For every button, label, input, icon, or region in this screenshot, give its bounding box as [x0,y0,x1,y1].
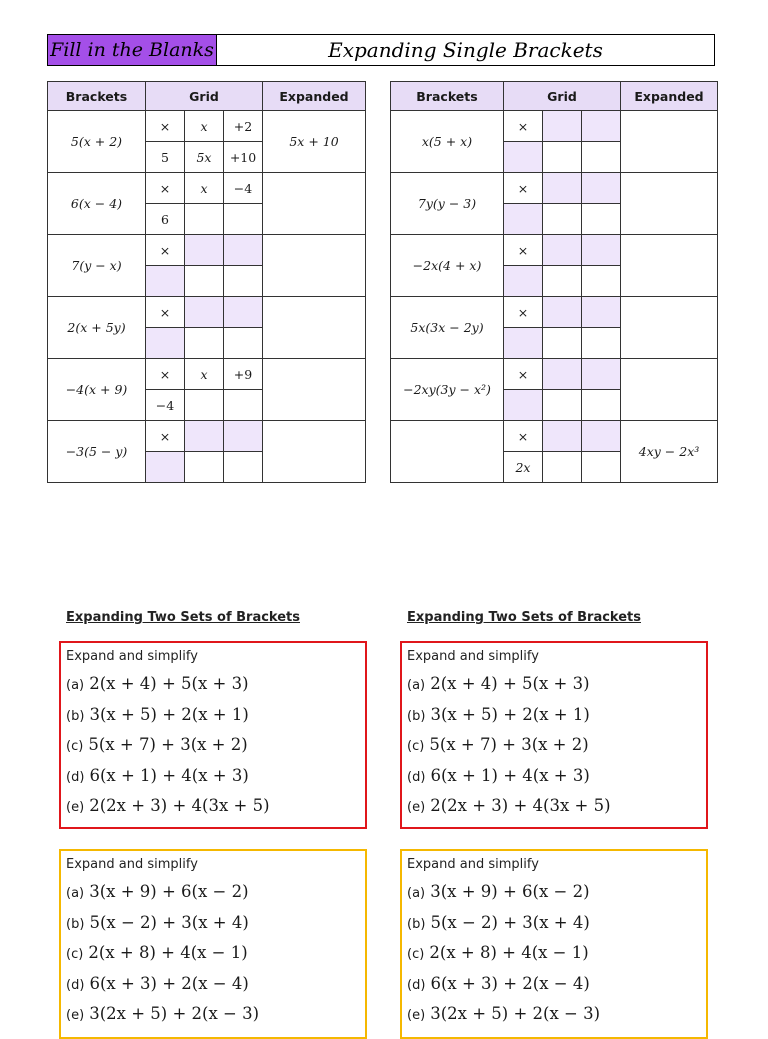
expanded-answer[interactable] [621,297,718,359]
grid-cell[interactable] [582,142,621,173]
bracket-expression: 5(x + 2) [48,111,146,173]
question-label: (e) [407,1008,426,1023]
grid-cell[interactable] [582,111,621,142]
grid-cell[interactable]: x [185,173,224,204]
question-label: (b) [407,708,426,724]
grid-cell[interactable] [185,297,224,328]
grid-cell[interactable]: +9 [224,359,263,390]
bracket-expression: 7y(y − 3) [391,173,504,235]
question-label: (c) [66,947,84,962]
question-expression: 2(2x + 3) + 4(3x + 5) [89,796,270,815]
grid-cell[interactable]: x [185,359,224,390]
question-heading: Expand and simplify [66,857,198,872]
question-item [407,999,706,1030]
table-row [48,111,366,142]
grid-cell[interactable] [146,266,185,297]
question-label: (c) [66,739,84,754]
expanded-answer[interactable] [621,111,718,173]
grid-cell[interactable] [185,328,224,359]
expanded-answer[interactable] [263,421,366,483]
question-expression: 5(x + 7) + 3(x + 2) [88,735,248,754]
grid-cell[interactable] [543,111,582,142]
grid-times-cell: × [146,359,185,390]
bracket-expression: 5x(3x − 2y) [391,297,504,359]
table-row [48,297,366,328]
grid-cell[interactable] [224,297,263,328]
bracket-expression: −2xy(3y − x²) [391,359,504,421]
bracket-expression[interactable] [391,421,504,483]
grid-header: Grid [146,82,263,111]
grid-cell[interactable] [224,328,263,359]
question-label: (b) [407,916,426,932]
question-expression: 3(2x + 5) + 2(x − 3) [430,1004,601,1023]
grid-cell[interactable] [543,173,582,204]
grid-cell[interactable] [582,452,621,483]
question-box-red-left [59,641,367,829]
worksheet-header [47,34,715,66]
grid-cell[interactable] [224,204,263,235]
question-expression: 6(x + 1) + 4(x + 3) [89,765,249,785]
grid-cell[interactable] [543,452,582,483]
question-item [407,761,706,792]
question-expression: 6(x + 1) + 4(x + 3) [430,765,590,785]
question-label: (e) [66,1008,85,1023]
grid-cell[interactable] [185,235,224,266]
question-expression: 2(x + 8) + 4(x − 1) [429,943,589,962]
grid-cell[interactable] [582,235,621,266]
grid-cell[interactable]: −4 [146,390,185,421]
question-item [66,877,365,908]
grid-cell[interactable] [582,204,621,235]
grid-cell[interactable] [504,266,543,297]
question-expression: 3(x + 9) + 6(x − 2) [89,882,249,901]
question-item [66,938,365,969]
grid-cell[interactable] [504,328,543,359]
expanded-header: Expanded [263,82,366,111]
bracket-expression: −3(5 − y) [48,421,146,483]
grid-cell[interactable]: −4 [224,173,263,204]
question-expression: 5(x − 2) + 3(x + 4) [430,912,590,932]
question-expression: 5(x − 2) + 3(x + 4) [89,912,249,932]
grid-times-cell: × [504,297,543,328]
expanded-answer[interactable] [621,359,718,421]
table-row [48,421,366,452]
question-expression: 3(x + 9) + 6(x − 2) [430,882,590,901]
question-item [66,999,365,1030]
question-expression: 2(x + 4) + 5(x + 3) [89,674,249,693]
question-expression: 3(x + 5) + 2(x + 1) [89,704,249,724]
question-label: (b) [66,916,85,932]
question-item [66,669,365,700]
grid-cell[interactable]: +10 [224,142,263,173]
grid-cell[interactable]: 6 [146,204,185,235]
table-row [391,359,718,390]
grid-cell[interactable] [185,390,224,421]
expanded-answer[interactable] [263,235,366,297]
grid-cell[interactable] [224,421,263,452]
question-item [407,969,706,1000]
bracket-expression: −2x(4 + x) [391,235,504,297]
grid-cell[interactable] [146,452,185,483]
brackets-header: Brackets [48,82,146,111]
grid-header: Grid [504,82,621,111]
question-item [407,700,706,731]
question-label: (a) [66,886,85,901]
grid-times-cell: × [146,235,185,266]
grid-cell[interactable] [185,266,224,297]
fill-blanks-title: Fill in the Blanks [48,35,217,65]
question-label: (e) [66,800,85,815]
grid-times-cell: × [146,421,185,452]
bracket-expression: 6(x − 4) [48,173,146,235]
expanded-answer[interactable] [263,359,366,421]
question-label: (c) [407,947,425,962]
expanded-answer[interactable] [263,297,366,359]
grid-cell[interactable]: 5 [146,142,185,173]
bracket-expression: 2(x + 5y) [48,297,146,359]
expanded-answer: 4xy − 2x³ [621,421,718,483]
grid-cell[interactable] [582,297,621,328]
grid-cell[interactable] [543,359,582,390]
grid-cell[interactable] [543,266,582,297]
question-item [407,791,706,822]
grid-times-cell: × [504,359,543,390]
question-box-red-right [400,641,708,829]
bracket-expression: 7(y − x) [48,235,146,297]
grid-cell[interactable] [543,204,582,235]
grid-cell[interactable] [504,204,543,235]
table-row [391,235,718,266]
grid-cell[interactable] [582,421,621,452]
expanded-answer[interactable] [621,173,718,235]
grid-times-cell: × [504,111,543,142]
question-item [407,908,706,939]
question-item [66,969,365,1000]
question-label: (d) [407,977,426,993]
grid-cell[interactable] [224,452,263,483]
grid-cell[interactable] [185,421,224,452]
question-expression: 6(x + 3) + 2(x − 4) [89,973,249,993]
expanded-answer[interactable] [263,173,366,235]
question-item [407,730,706,761]
question-heading: Expand and simplify [66,649,198,664]
question-item [66,761,365,792]
question-expression: 6(x + 3) + 2(x − 4) [430,973,590,993]
worksheet-title: Expanding Single Brackets [328,38,603,62]
section-title-right: Expanding Two Sets of Brackets [407,610,641,625]
question-item [66,700,365,731]
grid-cell[interactable] [185,204,224,235]
question-box-yellow-right [400,849,708,1039]
table-row [391,421,718,452]
table-row [48,173,366,204]
grid-cell[interactable] [543,235,582,266]
grid-cell[interactable] [582,390,621,421]
expanded-header: Expanded [621,82,718,111]
grid-cell[interactable] [543,390,582,421]
expanded-answer[interactable] [621,235,718,297]
grid-times-cell: × [146,173,185,204]
grid-times-cell: × [504,421,543,452]
question-label: (d) [66,977,85,993]
grid-times-cell: × [504,173,543,204]
question-label: (c) [407,739,425,754]
grid-cell[interactable] [543,421,582,452]
grid-cell[interactable] [582,266,621,297]
question-label: (a) [407,678,426,693]
grid-cell[interactable] [543,142,582,173]
bracket-expression: x(5 + x) [391,111,504,173]
grid-cell[interactable] [582,359,621,390]
grid-cell[interactable] [224,266,263,297]
table-row [48,235,366,266]
grid-cell[interactable]: 5x [185,142,224,173]
question-expression: 2(x + 8) + 4(x − 1) [88,943,248,962]
grid-times-cell: × [146,297,185,328]
left-brackets-table [47,81,366,483]
question-item [66,791,365,822]
grid-cell[interactable] [582,173,621,204]
question-item [66,730,365,761]
question-heading: Expand and simplify [407,857,539,872]
grid-cell[interactable] [185,452,224,483]
grid-cell[interactable] [582,328,621,359]
grid-cell[interactable] [543,297,582,328]
question-label: (a) [66,678,85,693]
grid-cell[interactable] [224,235,263,266]
grid-cell: 2x [504,452,543,483]
table-row [391,111,718,142]
question-box-yellow-left [59,849,367,1039]
question-expression: 3(x + 5) + 2(x + 1) [430,704,590,724]
grid-cell[interactable] [146,328,185,359]
grid-cell[interactable] [504,390,543,421]
bracket-expression: −4(x + 9) [48,359,146,421]
question-expression: 2(2x + 3) + 4(3x + 5) [430,796,611,815]
grid-times-cell: × [504,235,543,266]
right-brackets-table [390,81,718,483]
question-label: (d) [66,769,85,785]
table-row [391,173,718,204]
grid-cell[interactable]: x [185,111,224,142]
section-title-left: Expanding Two Sets of Brackets [66,610,300,625]
grid-cell[interactable] [224,390,263,421]
question-expression: 2(x + 4) + 5(x + 3) [430,674,590,693]
question-label: (d) [407,769,426,785]
question-expression: 5(x + 7) + 3(x + 2) [429,735,589,754]
grid-cell[interactable]: +2 [224,111,263,142]
question-label: (b) [66,708,85,724]
question-label: (e) [407,800,426,815]
table-row [48,359,366,390]
grid-times-cell: × [146,111,185,142]
question-item [66,908,365,939]
question-item [407,938,706,969]
brackets-header: Brackets [391,82,504,111]
table-row [391,297,718,328]
question-label: (a) [407,886,426,901]
question-heading: Expand and simplify [407,649,539,664]
grid-cell[interactable] [504,142,543,173]
grid-cell[interactable] [543,328,582,359]
question-expression: 3(2x + 5) + 2(x − 3) [89,1004,260,1023]
question-item [407,877,706,908]
question-item [407,669,706,700]
expanded-answer[interactable]: 5x + 10 [263,111,366,173]
